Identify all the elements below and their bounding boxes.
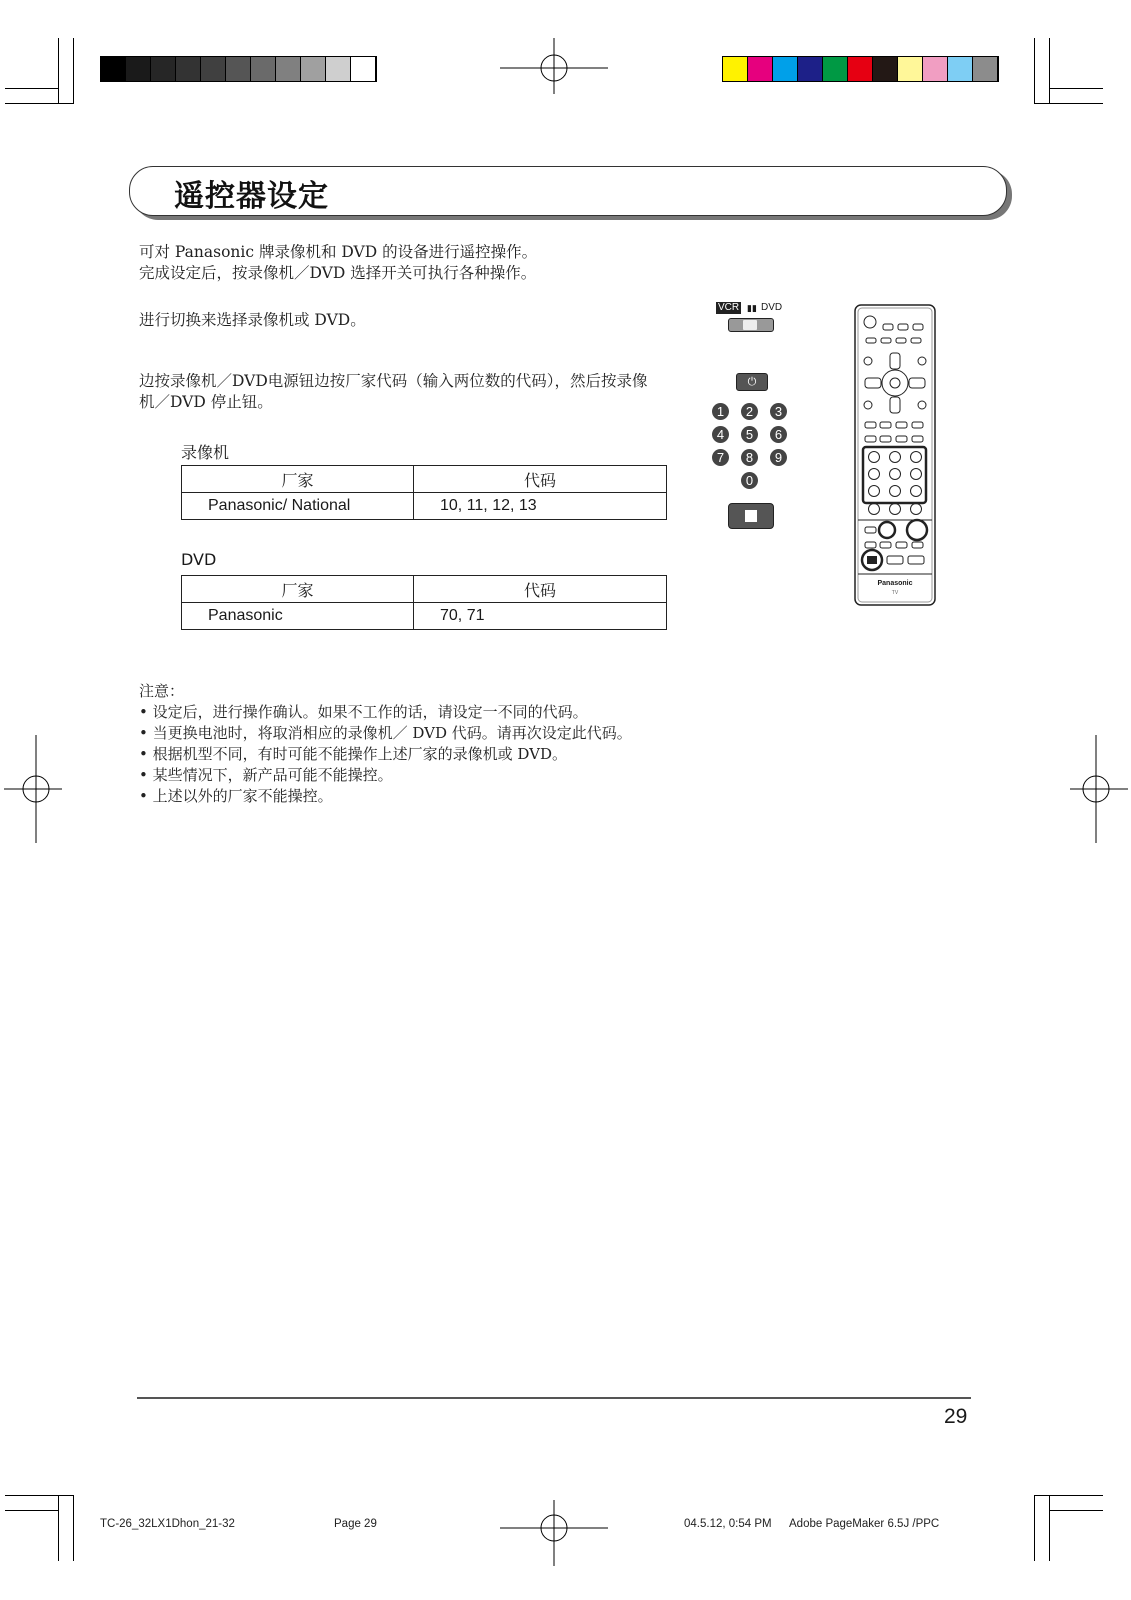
registration-mark-left — [4, 735, 62, 843]
notes-section — [139, 681, 632, 807]
intro-line-2: 完成设定后，按录像机／DVD 选择开关可执行各种操作。 — [139, 264, 537, 282]
keypad-key: 5 — [741, 426, 758, 443]
footer-date: 04.5.12, 0:54 PM — [684, 1518, 772, 1530]
step-2-text — [139, 371, 648, 413]
registration-mark-top — [500, 38, 608, 94]
title-box — [129, 166, 1007, 216]
number-keypad — [710, 402, 794, 492]
vcr-dvd-stop-button — [728, 503, 774, 529]
keypad-key: 3 — [770, 403, 787, 420]
table-header-row — [182, 576, 667, 603]
code-cell: 70, 71 — [414, 603, 667, 630]
registration-mark-bottom — [500, 1500, 608, 1566]
manufacturer-header: 厂家 — [182, 466, 414, 493]
dvd-label: DVD — [761, 302, 783, 313]
table-header-row — [182, 466, 667, 493]
color-swatch — [101, 57, 126, 81]
page-title: 遥控器设定 — [174, 179, 329, 214]
vcr-dvd-switch — [716, 302, 796, 338]
list-item: • 上述以外的厂家不能操控。 — [139, 786, 632, 807]
list-item: • 当更换电池时，将取消相应的录像机／ DVD 代码。请再次设定此代码。 — [139, 723, 632, 744]
step-2-line-1: 边按录像机／DVD电源钮边按厂家代码（输入两位数的代码），然后按录像 — [139, 372, 648, 390]
bottom-rule — [137, 1397, 971, 1399]
dvd-code-table — [181, 575, 667, 630]
color-swatch — [798, 57, 823, 81]
color-swatch — [226, 57, 251, 81]
remote-control-illustration — [850, 302, 940, 610]
keypad-key: 8 — [741, 449, 758, 466]
color-swatch — [948, 57, 973, 81]
manufacturer-cell: Panasonic — [182, 603, 414, 630]
keypad-key: 4 — [712, 426, 729, 443]
color-swatch — [748, 57, 773, 81]
notes-list — [139, 702, 632, 807]
vcr-dvd-power-button — [736, 373, 768, 391]
dvd-table-label: DVD — [181, 550, 217, 569]
keypad-key: 9 — [770, 449, 787, 466]
color-swatch — [351, 57, 376, 81]
keypad-key: 0 — [741, 472, 758, 489]
slide-switch — [728, 318, 774, 332]
registration-mark-right — [1070, 735, 1128, 843]
keypad-key: 7 — [712, 449, 729, 466]
table-row — [182, 493, 667, 520]
keypad-key: 6 — [770, 426, 787, 443]
color-swatch — [723, 57, 748, 81]
notes-heading: 注意： — [139, 682, 185, 700]
color-swatch — [773, 57, 798, 81]
color-swatch — [873, 57, 898, 81]
list-item: • 某些情况下，新产品可能不能操控。 — [139, 765, 632, 786]
footer-file-name: TC-26_32LX1Dhon_21-32 — [100, 1518, 235, 1530]
color-swatch — [973, 57, 998, 81]
vcr-code-table — [181, 465, 667, 520]
remote-model-label: TV — [891, 590, 899, 596]
keypad-key: 2 — [741, 403, 758, 420]
manufacturer-cell: Panasonic/ National — [182, 493, 414, 520]
switch-separator-icon: ▮▮ — [747, 304, 757, 314]
vcr-label: VCR — [718, 302, 740, 313]
keypad-key: 1 — [712, 403, 729, 420]
footer-application: Adobe PageMaker 6.5J /PPC — [789, 1518, 940, 1530]
step-1-text: 进行切换来选择录像机或 DVD。 — [139, 311, 366, 329]
stop-icon — [745, 510, 757, 522]
color-swatch — [176, 57, 201, 81]
intro-line-1: 可对 Panasonic 牌录像机和 DVD 的设备进行遥控操作。 — [139, 243, 538, 261]
grayscale-bar — [100, 56, 377, 82]
color-swatch — [823, 57, 848, 81]
color-swatch — [151, 57, 176, 81]
color-swatch — [326, 57, 351, 81]
intro-text — [139, 242, 537, 284]
footer-page: Page 29 — [334, 1518, 377, 1530]
list-item: • 设定后，进行操作确认。如果不工作的话，请设定一不同的代码。 — [139, 702, 632, 723]
power-icon: ⏻ — [747, 375, 757, 388]
color-swatch — [126, 57, 151, 81]
list-item: • 根据机型不同，有时可能不能操作上述厂家的录像机或 DVD。 — [139, 744, 632, 765]
code-cell: 10, 11, 12, 13 — [414, 493, 667, 520]
table-row — [182, 603, 667, 630]
remote-brand-label: Panasonic — [877, 580, 913, 587]
color-swatch — [923, 57, 948, 81]
color-swatch — [301, 57, 326, 81]
code-header: 代码 — [414, 576, 667, 603]
color-swatch — [276, 57, 301, 81]
color-bar — [722, 56, 999, 82]
vcr-table-label: 录像机 — [181, 443, 230, 462]
manufacturer-header: 厂家 — [182, 576, 414, 603]
color-swatch — [848, 57, 873, 81]
color-swatch — [898, 57, 923, 81]
page-number: 29 — [944, 1405, 968, 1428]
color-swatch — [251, 57, 276, 81]
color-swatch — [201, 57, 226, 81]
code-header: 代码 — [414, 466, 667, 493]
step-2-line-2: 机／DVD 停止钮。 — [139, 393, 273, 411]
